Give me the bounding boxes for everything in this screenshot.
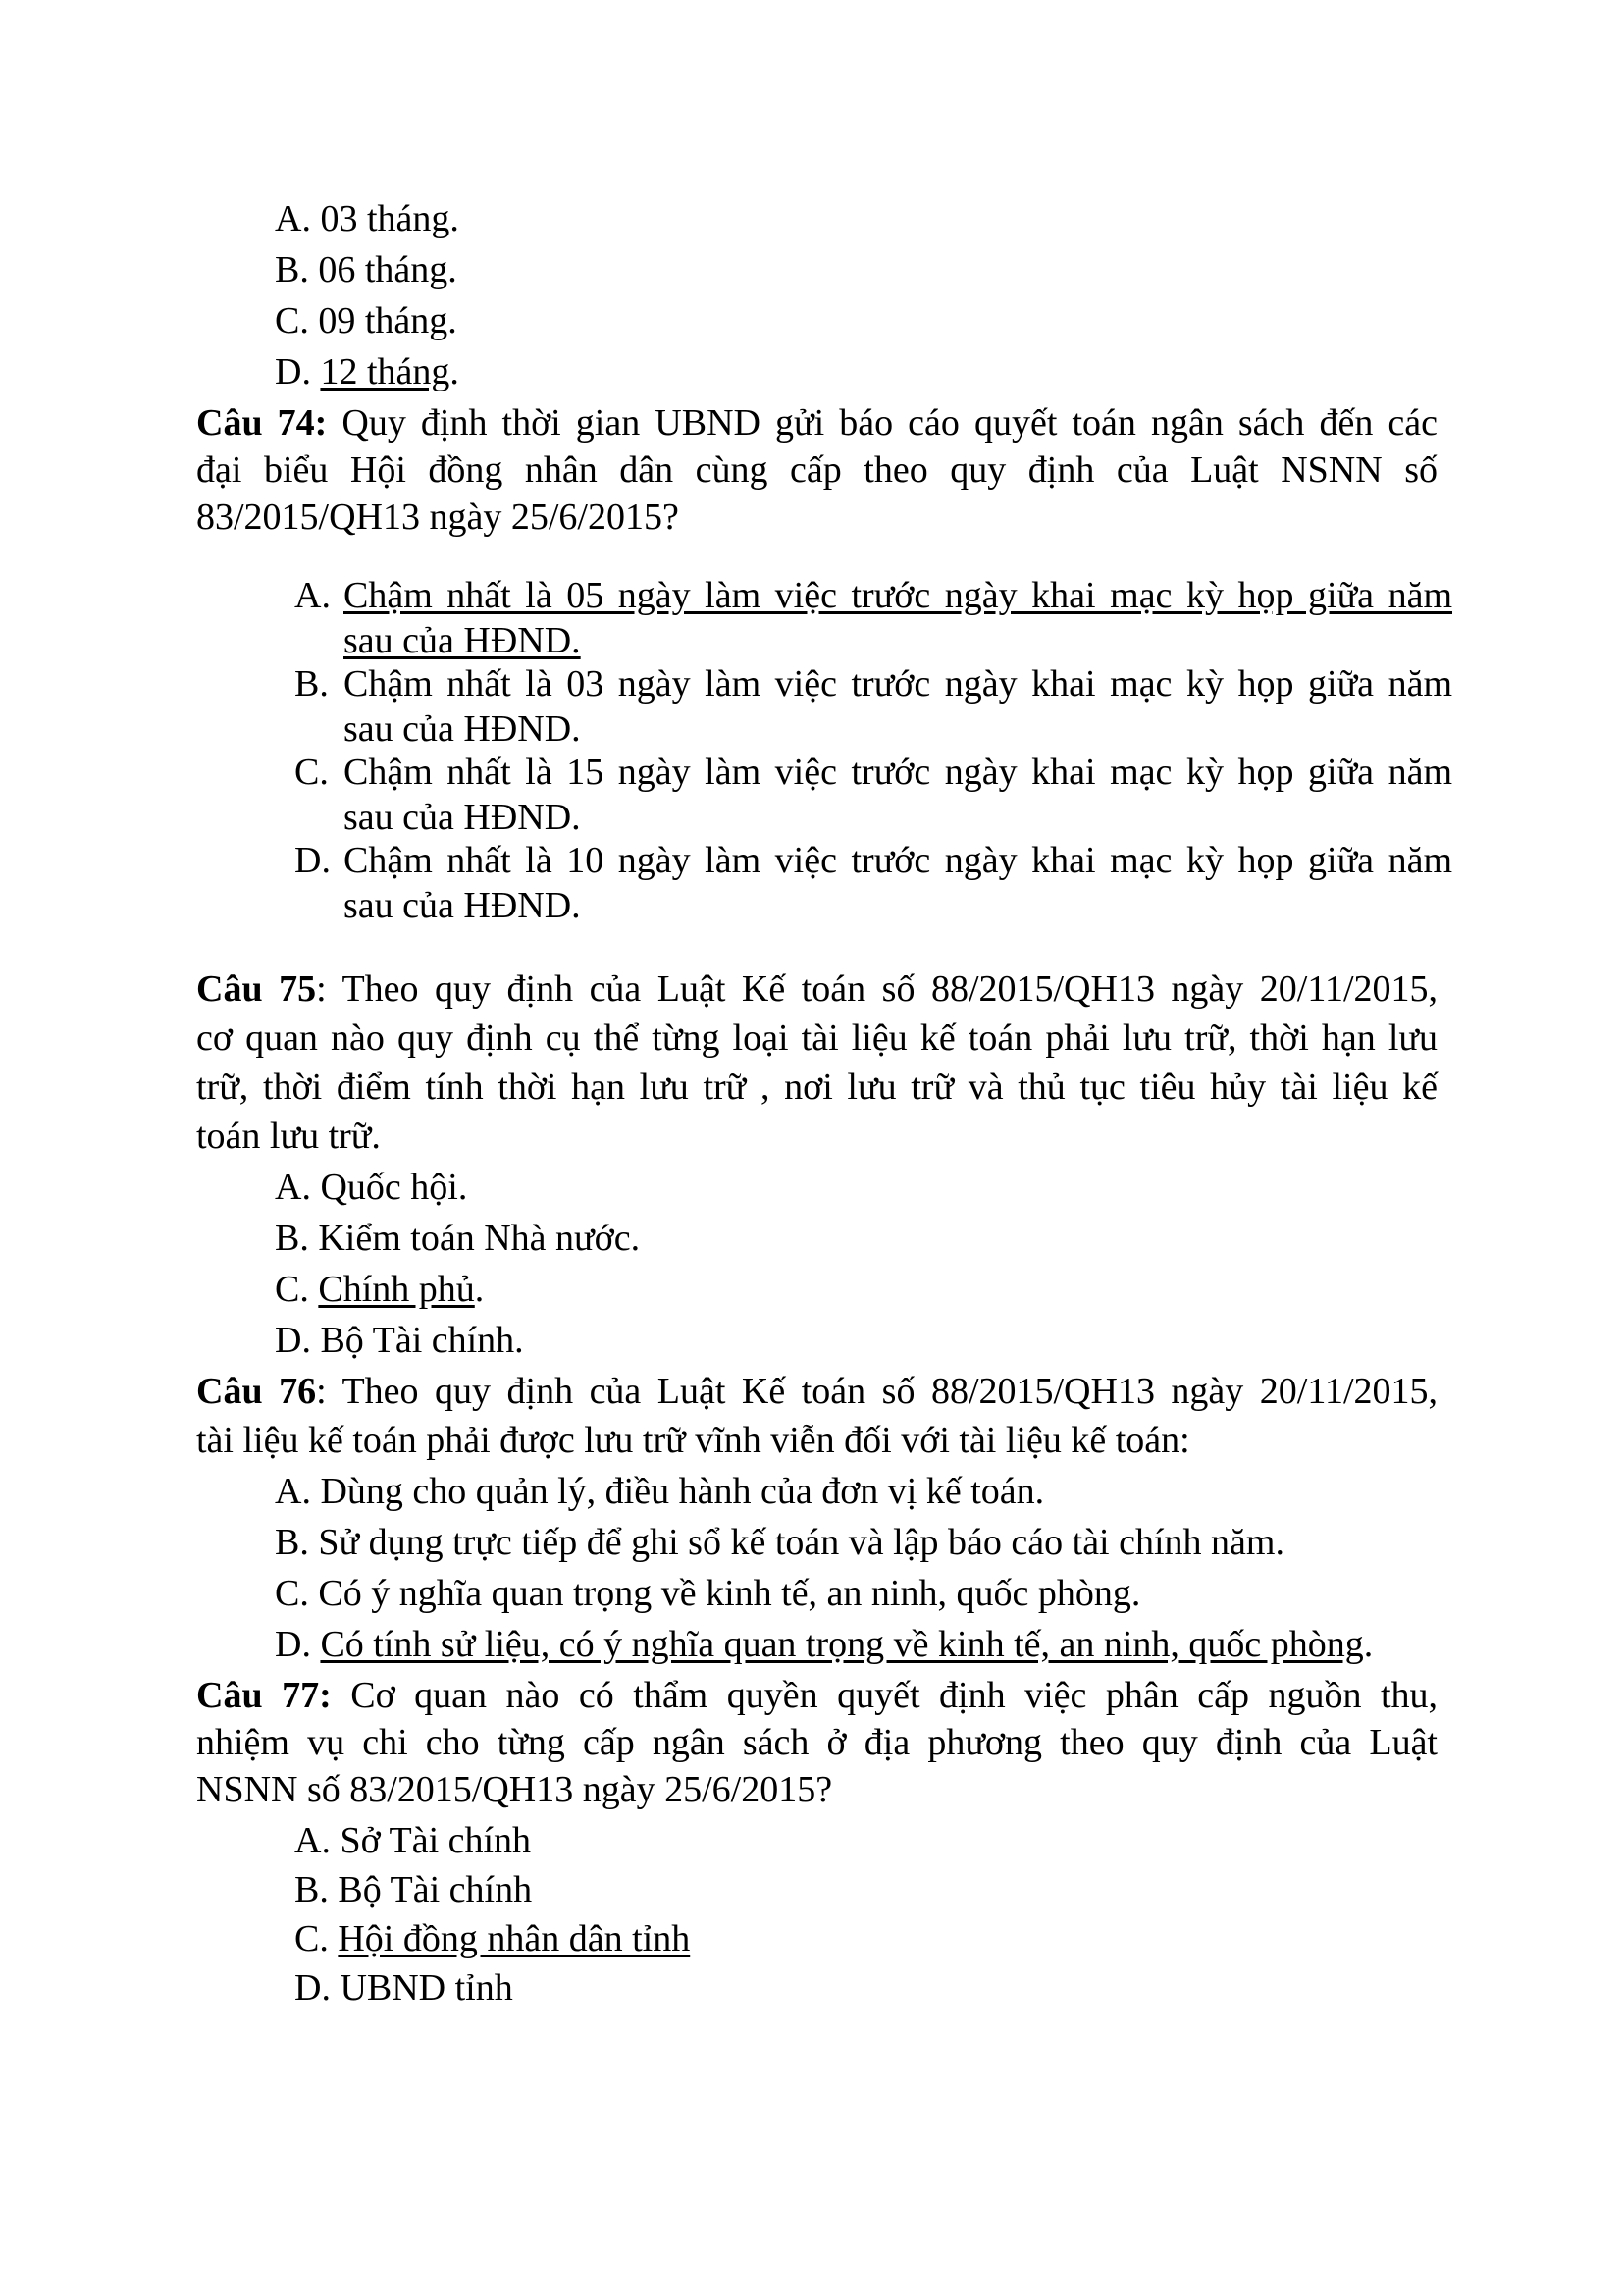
q74-option-b-line-2: sau của HĐND. bbox=[343, 708, 581, 750]
q76-option-c: C. Có ý nghĩa quan trọng về kinh tế, an ninh, quốc phòng. bbox=[275, 1573, 1141, 1614]
q73-option-a: A. 03 tháng. bbox=[275, 198, 459, 239]
q74-question-line-3: 83/2015/QH13 ngày 25/6/2015? bbox=[196, 496, 679, 538]
q74-option-a-letter: A. bbox=[294, 575, 331, 616]
q77-question-line-2: nhiệm vụ chi cho từng cấp ngân sách ở địa phương theo quy định của Luật bbox=[196, 1722, 1438, 1763]
q75-question-line-2: cơ quan nào quy định cụ thể từng loại tài liệu kế toán phải lưu trữ, thời hạn lưu bbox=[196, 1017, 1438, 1059]
q77-question-line-1: Câu 77: Cơ quan nào có thẩm quyền quyết định việc phân cấp nguồn thu, bbox=[196, 1675, 1438, 1716]
q77-question-line-3: NSNN số 83/2015/QH13 ngày 25/6/2015? bbox=[196, 1769, 833, 1810]
q77-option-c: C. Hội đồng nhân dân tỉnh bbox=[294, 1918, 691, 1959]
q76-option-d: D. Có tính sử liệu, có ý nghĩa quan trọng về kinh tế, an ninh, quốc phòng. bbox=[275, 1624, 1374, 1665]
q75-correct-answer: Chính phủ bbox=[318, 1269, 475, 1310]
q73-option-b: B. 06 tháng. bbox=[275, 249, 457, 290]
q74-option-b-letter: B. bbox=[294, 663, 329, 704]
q76-correct-answer: Có tính sử liệu, có ý nghĩa quan trọng về kinh tế, an ninh, quốc phòng bbox=[320, 1624, 1364, 1665]
q75-option-d: D. Bộ Tài chính. bbox=[275, 1320, 524, 1361]
q74-option-d-line-1: Chậm nhất là 10 ngày làm việc trước ngày khai mạc kỳ họp giữa năm bbox=[343, 840, 1452, 881]
q77-option-a: A. Sở Tài chính bbox=[294, 1820, 532, 1861]
q75-option-c: C. Chính phủ. bbox=[275, 1269, 485, 1310]
q74-option-d-line-2: sau của HĐND. bbox=[343, 885, 581, 926]
q73-correct-answer: 12 tháng bbox=[320, 351, 450, 392]
q74-label: Câu 74: bbox=[196, 402, 328, 443]
q73-option-d: D. 12 tháng. bbox=[275, 351, 459, 392]
q74-option-a-line-2: sau của HĐND. bbox=[343, 620, 581, 661]
q74-option-c-line-2: sau của HĐND. bbox=[343, 797, 581, 838]
q75-option-b: B. Kiểm toán Nhà nước. bbox=[275, 1218, 641, 1259]
q74-option-b-line-1: Chậm nhất là 03 ngày làm việc trước ngày khai mạc kỳ họp giữa năm bbox=[343, 663, 1452, 704]
q75-label: Câu 75 bbox=[196, 968, 317, 1010]
q75-question-line-1: Câu 75: Theo quy định của Luật Kế toán số 88/2015/QH13 ngày 20/11/2015, bbox=[196, 968, 1439, 1010]
q74-option-c-line-1: Chậm nhất là 15 ngày làm việc trước ngày khai mạc kỳ họp giữa năm bbox=[343, 752, 1452, 793]
q74-question-line-2: đại biểu Hội đồng nhân dân cùng cấp theo quy định của Luật NSNN số bbox=[196, 449, 1438, 491]
q73-option-c: C. 09 tháng. bbox=[275, 300, 457, 341]
q74-option-a-line-1: Chậm nhất là 05 ngày làm việc trước ngày khai mạc kỳ họp giữa năm bbox=[343, 575, 1452, 616]
q76-option-b: B. Sử dụng trực tiếp để ghi sổ kế toán và lập báo cáo tài chính năm. bbox=[275, 1522, 1284, 1563]
q75-question-line-3: trữ, thời điểm tính thời hạn lưu trữ , nơi lưu trữ và thủ tục tiêu hủy tài liệu kế bbox=[196, 1067, 1438, 1108]
q76-label: Câu 76 bbox=[196, 1371, 317, 1412]
q77-option-d: D. UBND tỉnh bbox=[294, 1967, 513, 2008]
q76-option-a: A. Dùng cho quản lý, điều hành của đơn vị kế toán. bbox=[275, 1471, 1045, 1512]
q75-question-line-4: toán lưu trữ. bbox=[196, 1116, 381, 1157]
q74-option-d-letter: D. bbox=[294, 840, 331, 881]
q74-option-c-letter: C. bbox=[294, 752, 329, 793]
q75-option-a: A. Quốc hội. bbox=[275, 1167, 468, 1208]
q76-question-line-1: Câu 76: Theo quy định của Luật Kế toán số 88/2015/QH13 ngày 20/11/2015, bbox=[196, 1371, 1439, 1412]
q77-correct-answer: Hội đồng nhân dân tỉnh bbox=[338, 1918, 691, 1959]
q74-question-line-1: Câu 74: Quy định thời gian UBND gửi báo cáo quyết toán ngân sách đến các bbox=[196, 402, 1439, 443]
q77-option-b: B. Bộ Tài chính bbox=[294, 1869, 533, 1910]
q76-question-line-2: tài liệu kế toán phải được lưu trữ vĩnh viễn đối với tài liệu kế toán: bbox=[196, 1420, 1190, 1461]
q77-label: Câu 77: bbox=[196, 1675, 332, 1716]
